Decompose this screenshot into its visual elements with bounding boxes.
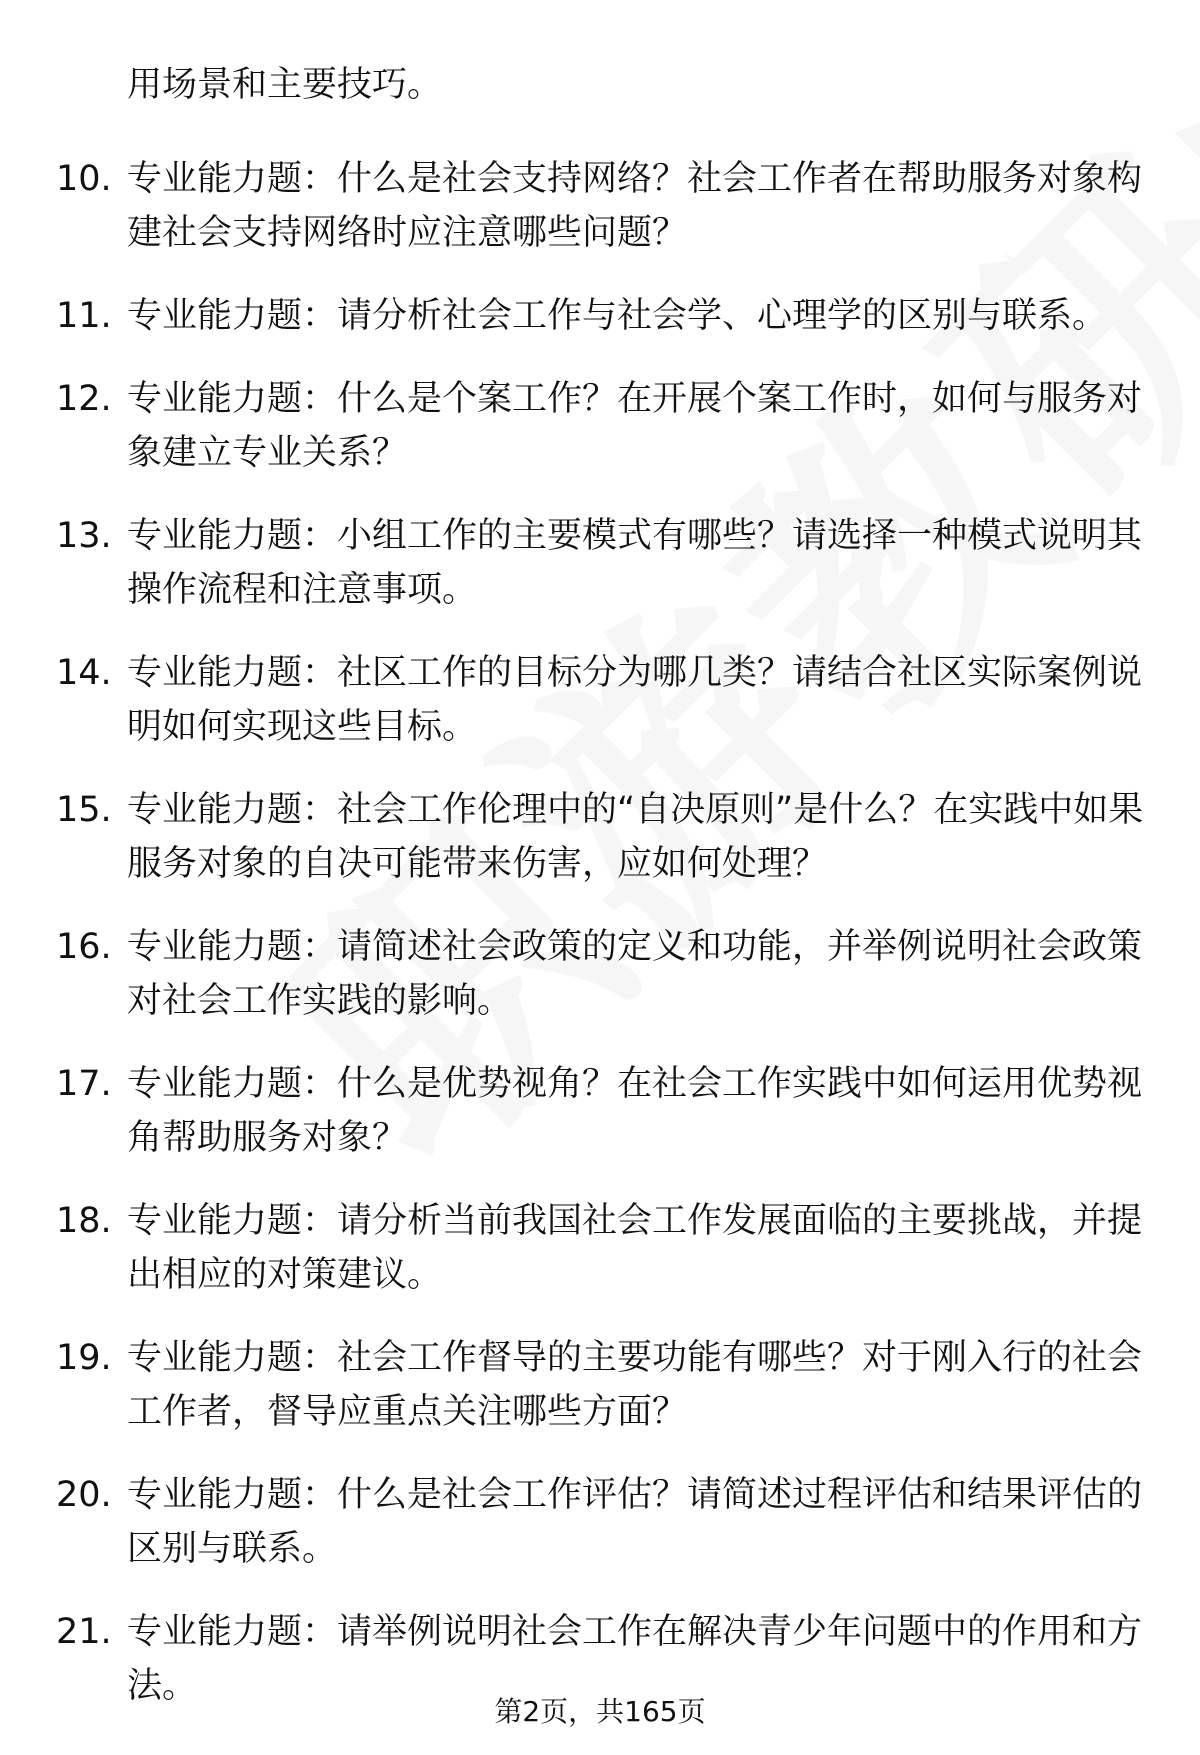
question-number: 16. — [56, 927, 112, 967]
question-item — [56, 1057, 1144, 1165]
question-number: 10. — [56, 159, 112, 199]
question-text: 专业能力题：社区工作的目标分为哪几类？请结合社区实际案例说明如何实现这些目标。 — [127, 653, 1143, 747]
question-list — [56, 152, 1144, 1713]
question-text: 专业能力题：请简述社会政策的定义和功能，并举例说明社会政策对社会工作实践的影响。 — [127, 927, 1143, 1021]
question-text: 专业能力题：社会工作伦理中的“自决原则”是什么？在实践中如果服务对象的自决可能带来伤害，应如何处理？ — [127, 790, 1144, 884]
question-item — [56, 920, 1144, 1028]
question-item — [56, 372, 1144, 480]
continuation-text: 用场景和主要技巧。 — [127, 65, 443, 105]
question-text: 专业能力题：什么是社会支持网络？社会工作者在帮助服务对象构建社会支持网络时应注意哪些问题？ — [127, 159, 1143, 253]
question-number: 13. — [56, 516, 112, 556]
question-text: 专业能力题：请分析社会工作与社会学、心理学的区别与联系。 — [127, 296, 1108, 336]
question-item — [56, 289, 1144, 343]
question-number: 12. — [56, 379, 112, 419]
question-text: 专业能力题：请举例说明社会工作在解决青少年问题中的作用和方法。 — [127, 1612, 1143, 1706]
question-number: 14. — [56, 653, 112, 693]
question-number: 20. — [56, 1475, 112, 1515]
page-content — [56, 58, 1144, 1742]
question-item — [56, 1194, 1144, 1302]
question-item — [56, 783, 1144, 891]
question-item — [56, 1468, 1144, 1576]
question-text: 专业能力题：什么是优势视角？在社会工作实践中如何运用优势视角帮助服务对象？ — [127, 1064, 1143, 1158]
question-number: 21. — [56, 1612, 112, 1652]
question-number: 15. — [56, 790, 112, 830]
question-item — [56, 1331, 1144, 1439]
question-number: 18. — [56, 1201, 112, 1241]
question-item — [56, 152, 1144, 260]
question-text: 专业能力题：小组工作的主要模式有哪些？请选择一种模式说明其操作流程和注意事项。 — [127, 516, 1143, 610]
question-text: 专业能力题：什么是社会工作评估？请简述过程评估和结果评估的区别与联系。 — [127, 1475, 1143, 1569]
question-item — [56, 509, 1144, 617]
question-text: 专业能力题：请分析当前我国社会工作发展面临的主要挑战，并提出相应的对策建议。 — [127, 1201, 1143, 1295]
question-item — [56, 646, 1144, 754]
question-text: 专业能力题：社会工作督导的主要功能有哪些？对于刚入行的社会工作者，督导应重点关注哪些方面？ — [127, 1338, 1143, 1432]
question-number: 19. — [56, 1338, 112, 1378]
question-text: 专业能力题：什么是个案工作？在开展个案工作时，如何与服务对象建立专业关系？ — [127, 379, 1143, 473]
question-number: 17. — [56, 1064, 112, 1104]
page-footer: 第2页，共165页 — [494, 1695, 706, 1728]
question-number: 11. — [56, 296, 112, 336]
